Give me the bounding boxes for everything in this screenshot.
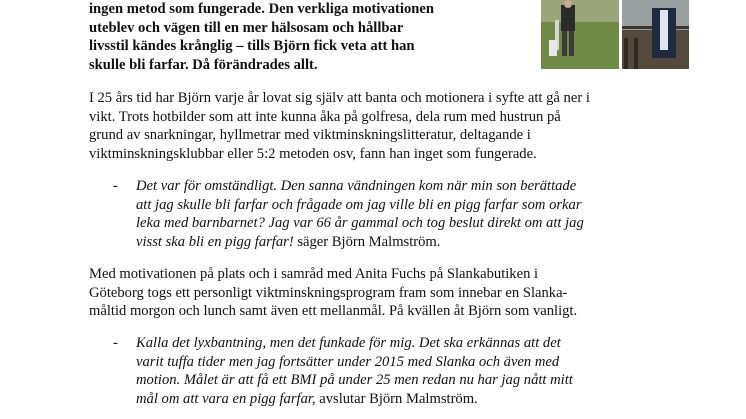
quote-line: motion. Målet är att få ett BMI på under 25 men redan nu har jag nått mitt (136, 372, 573, 389)
quote-line: Det var för omständligt. Den sanna vändningen kom när min son berättade (136, 178, 577, 194)
paragraph-line: vikt. Trots hotbilder som att inte kunna åka på golfresa, dela rum med hustrun på (89, 108, 561, 125)
paragraph-line: Med motivationen på plats och i samråd med Anita Fuchs på Slankabutiken i (89, 266, 539, 282)
lead-line: ingen metod som fungerade. Den verkliga motivationen (89, 1, 434, 17)
quote-line: Kalla det lyxbantning, men det funkade för mig. Det ska erkännas att det (136, 335, 561, 351)
quote-attribution: säger Björn Malmström. (293, 234, 441, 251)
paragraph-line: viktminskningsklubbar eller 5:2 metoden osv, fann han inget som fungerade. (89, 146, 537, 163)
photo-man-golf (541, 0, 619, 69)
photo-man-portrait (622, 0, 689, 69)
quote-line-italic: visst ska bli en pigg farfar! (136, 234, 294, 251)
paragraph-line: grund av snarkningar, hyllmetrar med viktminskningslitteratur, deltagande i (89, 127, 531, 144)
lead-line: uteblev och vägen till en mer hälsosam och hållbar (89, 19, 404, 36)
lead-paragraph (89, 0, 539, 74)
paragraph-program (89, 265, 689, 321)
quote-attribution: avslutar Björn Malmström. (315, 391, 478, 408)
lead-line: livsstil kändes krånglig – tills Björn fick veta att han (89, 38, 415, 55)
quote-line: att jag skulle bli farfar och frågade om jag ville bli en pigg farfar som orkar (136, 196, 582, 213)
quote-dash: - (113, 178, 118, 194)
quote-line: leka med barnbarnet? Jag var 66 år gammal och tog beslut direkt om att jag (136, 215, 584, 232)
quote-dash: - (113, 335, 118, 351)
paragraph-line: måltid morgon och lunch samt även ett mellanmål. På kvällen åt Björn som vanligt. (89, 303, 578, 320)
paragraph-line: I 25 års tid har Björn varje år lovat sig själv att banta och motionera i syfte att gå ner i (89, 90, 590, 106)
quote-line-italic: mål om att vara en pigg farfar, (136, 391, 316, 408)
paragraph-line: Göteborg togs ett personligt viktminskningsprogram fram som innebar en Slanka- (89, 284, 568, 301)
lead-line: skulle bli farfar. Då förändrades allt. (89, 56, 318, 73)
quote-line: varit tuffa tider men jag fortsätter under 2015 med Slanka och även med (136, 353, 560, 370)
paragraph-intro (89, 89, 689, 164)
